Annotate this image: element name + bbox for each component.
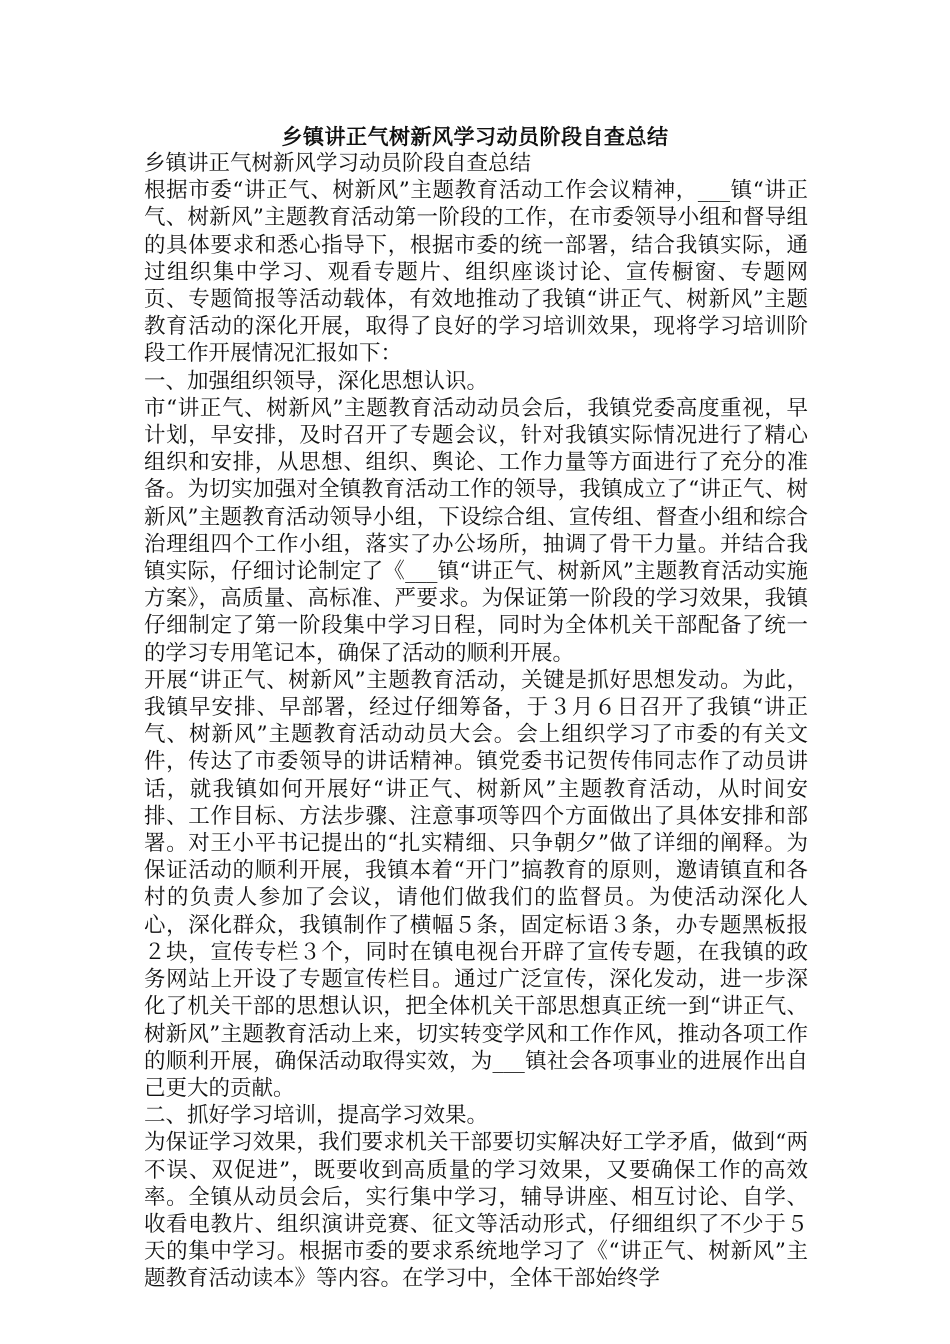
section-1-paragraph-2: 开展“讲正气、树新风”主题教育活动，关键是抓好思想发动。为此，我镇早安排、早部署，经过仔细筹备，于３月６日召开了我镇“讲正气、树新风”主题教育活动动员大会。会上组织学习了市委的有关文件，传达了市委领导的讲话精神。镇党委书记贺传伟同志作了动员讲话，就我镇如何开展好“讲正气、树新风”主题教育活动，从时间安排、工作目标、方法步骤、注意事项等四个方面做出了具体安排和部署。对王小平书记提出的“扎实精细、只争朝夕”做了详细的阐释。为保证活动的顺利开展，我镇本着“开门”搞教育的原则，邀请镇直和各村的负责人参加了会议，请他们做我们的监督员。为使活动深化人心，深化群众，我镇制作了横幅５条，固定标语３条，办专题黑板报２块，宣传专栏３个，同时在镇电视台开辟了宣传专题，在我镇的政务网站上开设了专题宣传栏目。通过广泛宣传，深化发动，进一步深化了机关干部的思想认识，把全体机关干部思想真正统一到“讲正气、树新风”主题教育活动上来，切实转变学风和工作作风，推动各项工作的顺利开展，确保活动取得实效，为___镇社会各项事业的进展作出自己更大的贡献。 <box>144 667 808 1101</box>
section-heading-2: 二、抓好学习培训，提高学习效果。 <box>144 1103 489 1129</box>
section-heading-1: 一、加强组织领导，深化思想认识。 <box>144 368 489 394</box>
document-body <box>144 150 808 1293</box>
section-1-paragraph-1: 市“讲正气、树新风”主题教育活动动员会后，我镇党委高度重视，早计划，早安排，及时召开了专题会议，针对我镇实际情况进行了精心组织和安排，从思想、组织、舆论、工作力量等方面进行了充分的准备。为切实加强对全镇教育活动工作的领导，我镇成立了“讲正气、树新风”主题教育活动领导小组，下设综合组、宣传组、督查小组和综合治理组四个工作小组，落实了办公场所，抽调了骨干力量。并结合我镇实际，仔细讨论制定了《___镇“讲正气、树新风”主题教育活动实施方案》，高质量、高标准、严要求。为保证第一阶段的学习效果，我镇仔细制定了第一阶段集中学习日程，同时为全体机关干部配备了统一的学习专用笔记本，确保了活动的顺利开展。 <box>144 395 808 666</box>
subtitle-line: 乡镇讲正气树新风学习动员阶段自查总结 <box>144 151 532 176</box>
document-title: 乡镇讲正气树新风学习动员阶段自查总结 <box>281 125 669 149</box>
section-2-paragraph-1: 为保证学习效果，我们要求机关干部要切实解决好工学矛盾，做到“两不误、双促进”，既要收到高质量的学习效果，又要确保工作的高效率。全镇从动员会后，实行集中学习，辅导讲座、相互讨论、自学、收看电教片、组织演讲竞赛、征文等活动形式，仔细组织了不少于５天的集中学习。根据市委的要求系统地学习了《“讲正气、树新风”主题教育活动读本》等内容。在学习中，全体干部始终学 <box>144 1130 808 1292</box>
intro-paragraph: 根据市委“讲正气、树新风”主题教育活动工作会议精神，___镇“讲正气、树新风”主题教育活动第一阶段的工作，在市委领导小组和督导组的具体要求和悉心指导下，根据市委的统一部署，结合我镇实际，通过组织集中学习、观看专题片、组织座谈讨论、宣传橱窗、专题网页、专题简报等活动载体，有效地推动了我镇“讲正气、树新风”主题教育活动的深化开展，取得了良好的学习培训效果，现将学习培训阶段工作开展情况汇报如下： <box>144 178 808 367</box>
